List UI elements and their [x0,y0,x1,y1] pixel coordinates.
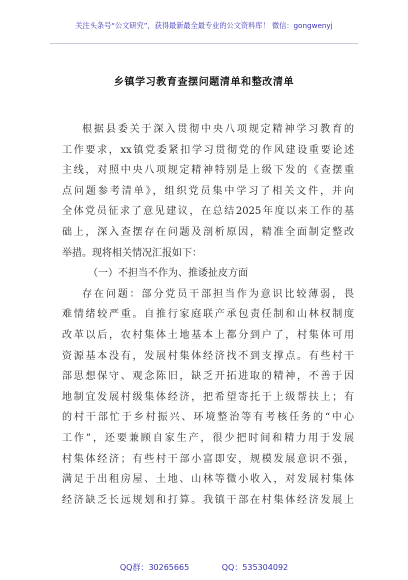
document-body [62,120,354,511]
paragraph-line: 部思想保守、观念陈旧，缺乏开拓进取的精神，不善于因 [62,371,354,383]
paragraph-line: 经济缺乏长远规划和打算。我镇干部在村集体经济发展上 [62,494,354,506]
paragraph-line: 全体党员征求了意见建议，在总结2025年度以来工作的基 [62,206,354,218]
paragraph-line: 主线，对照中央八项规定精神特别是上级下发的《查摆重 [62,165,354,177]
footer-qq-group: QQ群：30265665 [119,563,190,572]
header-banner: 关注头条号“公文研究”，获得最新最全最专业的公文资料库！ 微信：gongwenyj [75,21,333,30]
paragraph-line: 满足于出租房屋、土地、山林等微小收入，对发展村集体 [62,474,354,486]
paragraph-line: 举措。现将相关情况汇报如下： [62,247,202,259]
paragraph-line: 础上，深入查摆存在问题及剖析原因，精准全面制定整改 [62,226,354,238]
paragraph-line: 存在问题：部分党员干部担当作为意识比较薄弱，畏 [82,288,354,300]
paragraph-line: 资源基本没有，发展村集体经济找不到支撑点。有些村干 [62,350,354,362]
header-divider [50,43,358,44]
paragraph-line: 工作”，还要兼顾自家生产，很少把时间和精力用于发展 [62,432,354,444]
paragraph-line: 根据县委关于深入贯彻中央八项规定精神学习教育的 [82,124,354,135]
paragraph-line: 难情绪较严重。自推行家庭联产承包责任制和山林权制度 [62,309,354,321]
section-heading: （一）不担当不作为、推诿扯皮方面 [88,268,248,280]
paragraph-line: 改革以后，农村集体土地基本上都分到户了，村集体可用 [62,329,354,341]
paragraph-line: 村集体经济；有些村干部小富即安，规模发展意识不强， [62,453,354,465]
paragraph-line: 点问题参考清单》，组织党员集中学习了相关文件，并向 [62,185,354,197]
footer-qq: QQ：535304092 [221,563,289,572]
footer-contact [0,562,408,573]
paragraph-line: 地制宜发展村级集体经济，把希望寄托于上级帮扶上；有 [62,391,354,403]
paragraph-line: 的村干部忙于乡村振兴、环境整治等有考核任务的“中心 [62,412,354,424]
paragraph-line: 工作要求，xx镇党委紧扣学习贯彻党的作风建设重要论述 [62,144,354,156]
document-title: 乡镇学习教育查摆问题清单和整改清单 [113,77,295,88]
